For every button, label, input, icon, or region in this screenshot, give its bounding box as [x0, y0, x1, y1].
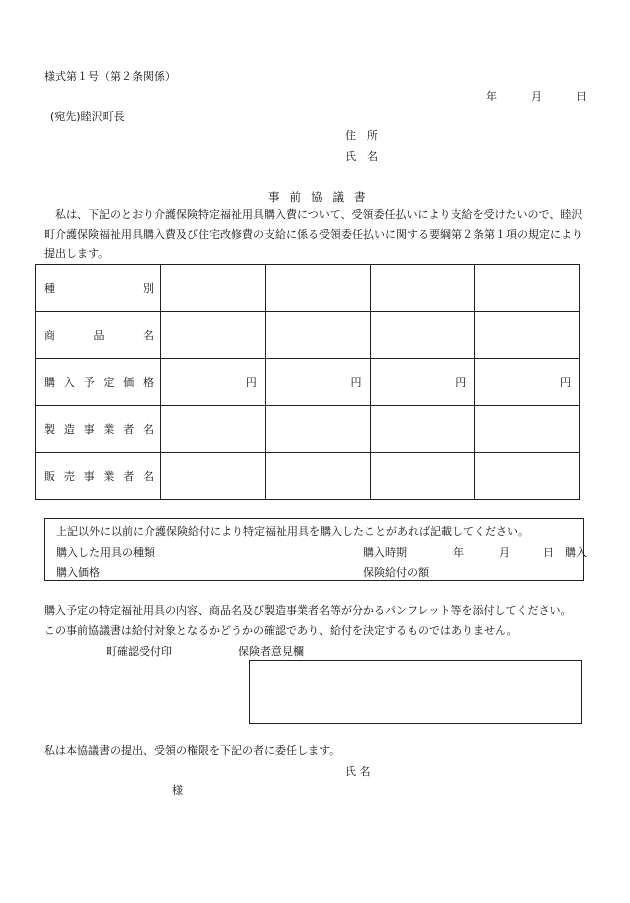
table-row	[36, 453, 580, 500]
table-cell[interactable]	[370, 453, 475, 500]
table-cell[interactable]	[370, 265, 475, 312]
prior-day-purchase: 日 購入	[543, 546, 587, 559]
table-row	[36, 406, 580, 453]
table-cell[interactable]	[265, 265, 370, 312]
table-cell[interactable]	[265, 406, 370, 453]
intro-paragraph: 私は、下記のとおり介護保険特定福祉用具購入費について、受領委任払いにより支給を受けたいので、睦沢町介護保険福祉用具購入費及び住宅改修費の支給に係る受領委任払いに関する要綱第２条第１項の規定により提出します。	[44, 208, 583, 260]
table-cell[interactable]	[161, 406, 266, 453]
insurer-opinion-label: 保険者意見欄	[238, 645, 304, 658]
delegate-name-label: 氏 名	[345, 765, 371, 778]
address-label: 住 所	[345, 129, 378, 142]
table-cell[interactable]	[161, 265, 266, 312]
table-cell[interactable]	[370, 312, 475, 359]
delegation-text: 私は本協議書の提出、受領の権限を下記の者に委任します。	[44, 744, 341, 757]
date-month: 月	[531, 90, 542, 103]
prior-month: 月	[499, 546, 510, 559]
table-cell[interactable]	[265, 453, 370, 500]
table-cell[interactable]	[161, 453, 266, 500]
table-row	[36, 312, 580, 359]
document-title: 事前協議書	[268, 190, 376, 204]
prior-type-label: 購入した用具の種類	[56, 546, 155, 559]
prior-purchase-box	[44, 518, 587, 581]
table-cell[interactable]	[370, 406, 475, 453]
insurer-opinion-box[interactable]	[249, 660, 582, 724]
prior-note: 上記以外に以前に介護保険給付により特定福祉用具を購入したことがあれば記載してください。	[56, 525, 529, 538]
name-label: 氏 名	[345, 150, 378, 163]
row-label-product: 商 品 名	[44, 329, 154, 342]
note-confirmation: この事前協議書は給付対象となるかどうかの確認であり、給付を決定するものではありません。	[44, 624, 518, 637]
row-label-type: 種 別	[44, 282, 154, 295]
prior-benefit-label: 保険給付の額	[363, 566, 429, 579]
row-label-manufacturer: 製 造 事 業 者 名	[44, 423, 154, 436]
price-cell[interactable]: 円	[161, 359, 266, 406]
table-cell[interactable]	[475, 406, 580, 453]
row-label-seller: 販 売 事 業 者 名	[44, 470, 154, 483]
table-cell[interactable]	[475, 453, 580, 500]
row-label-price: 購 入 予 定 価 格	[44, 376, 154, 389]
price-cell[interactable]: 円	[370, 359, 475, 406]
addressee: (宛先)睦沢町長	[50, 110, 125, 123]
table-row	[36, 359, 580, 406]
date-year: 年	[486, 90, 497, 103]
table-cell[interactable]	[475, 312, 580, 359]
prior-price-label: 購入価格	[56, 566, 100, 579]
prior-year: 年	[453, 546, 464, 559]
prior-time-label: 購入時期	[363, 546, 407, 559]
form-number: 様式第１号（第２条関係）	[44, 70, 176, 83]
price-cell[interactable]: 円	[265, 359, 370, 406]
purchase-table	[35, 264, 580, 500]
table-cell[interactable]	[161, 312, 266, 359]
table-cell[interactable]	[475, 265, 580, 312]
table-row	[36, 265, 580, 312]
honorific-sama: 様	[172, 784, 183, 797]
table-cell[interactable]	[265, 312, 370, 359]
town-receipt-stamp-label: 町確認受付印	[106, 645, 172, 658]
price-cell[interactable]: 円	[475, 359, 580, 406]
note-attachment: 購入予定の特定福祉用具の内容、商品名及び製造事業者名等が分かるパンフレット等を添付してください。	[44, 604, 572, 617]
date-day: 日	[576, 90, 587, 103]
